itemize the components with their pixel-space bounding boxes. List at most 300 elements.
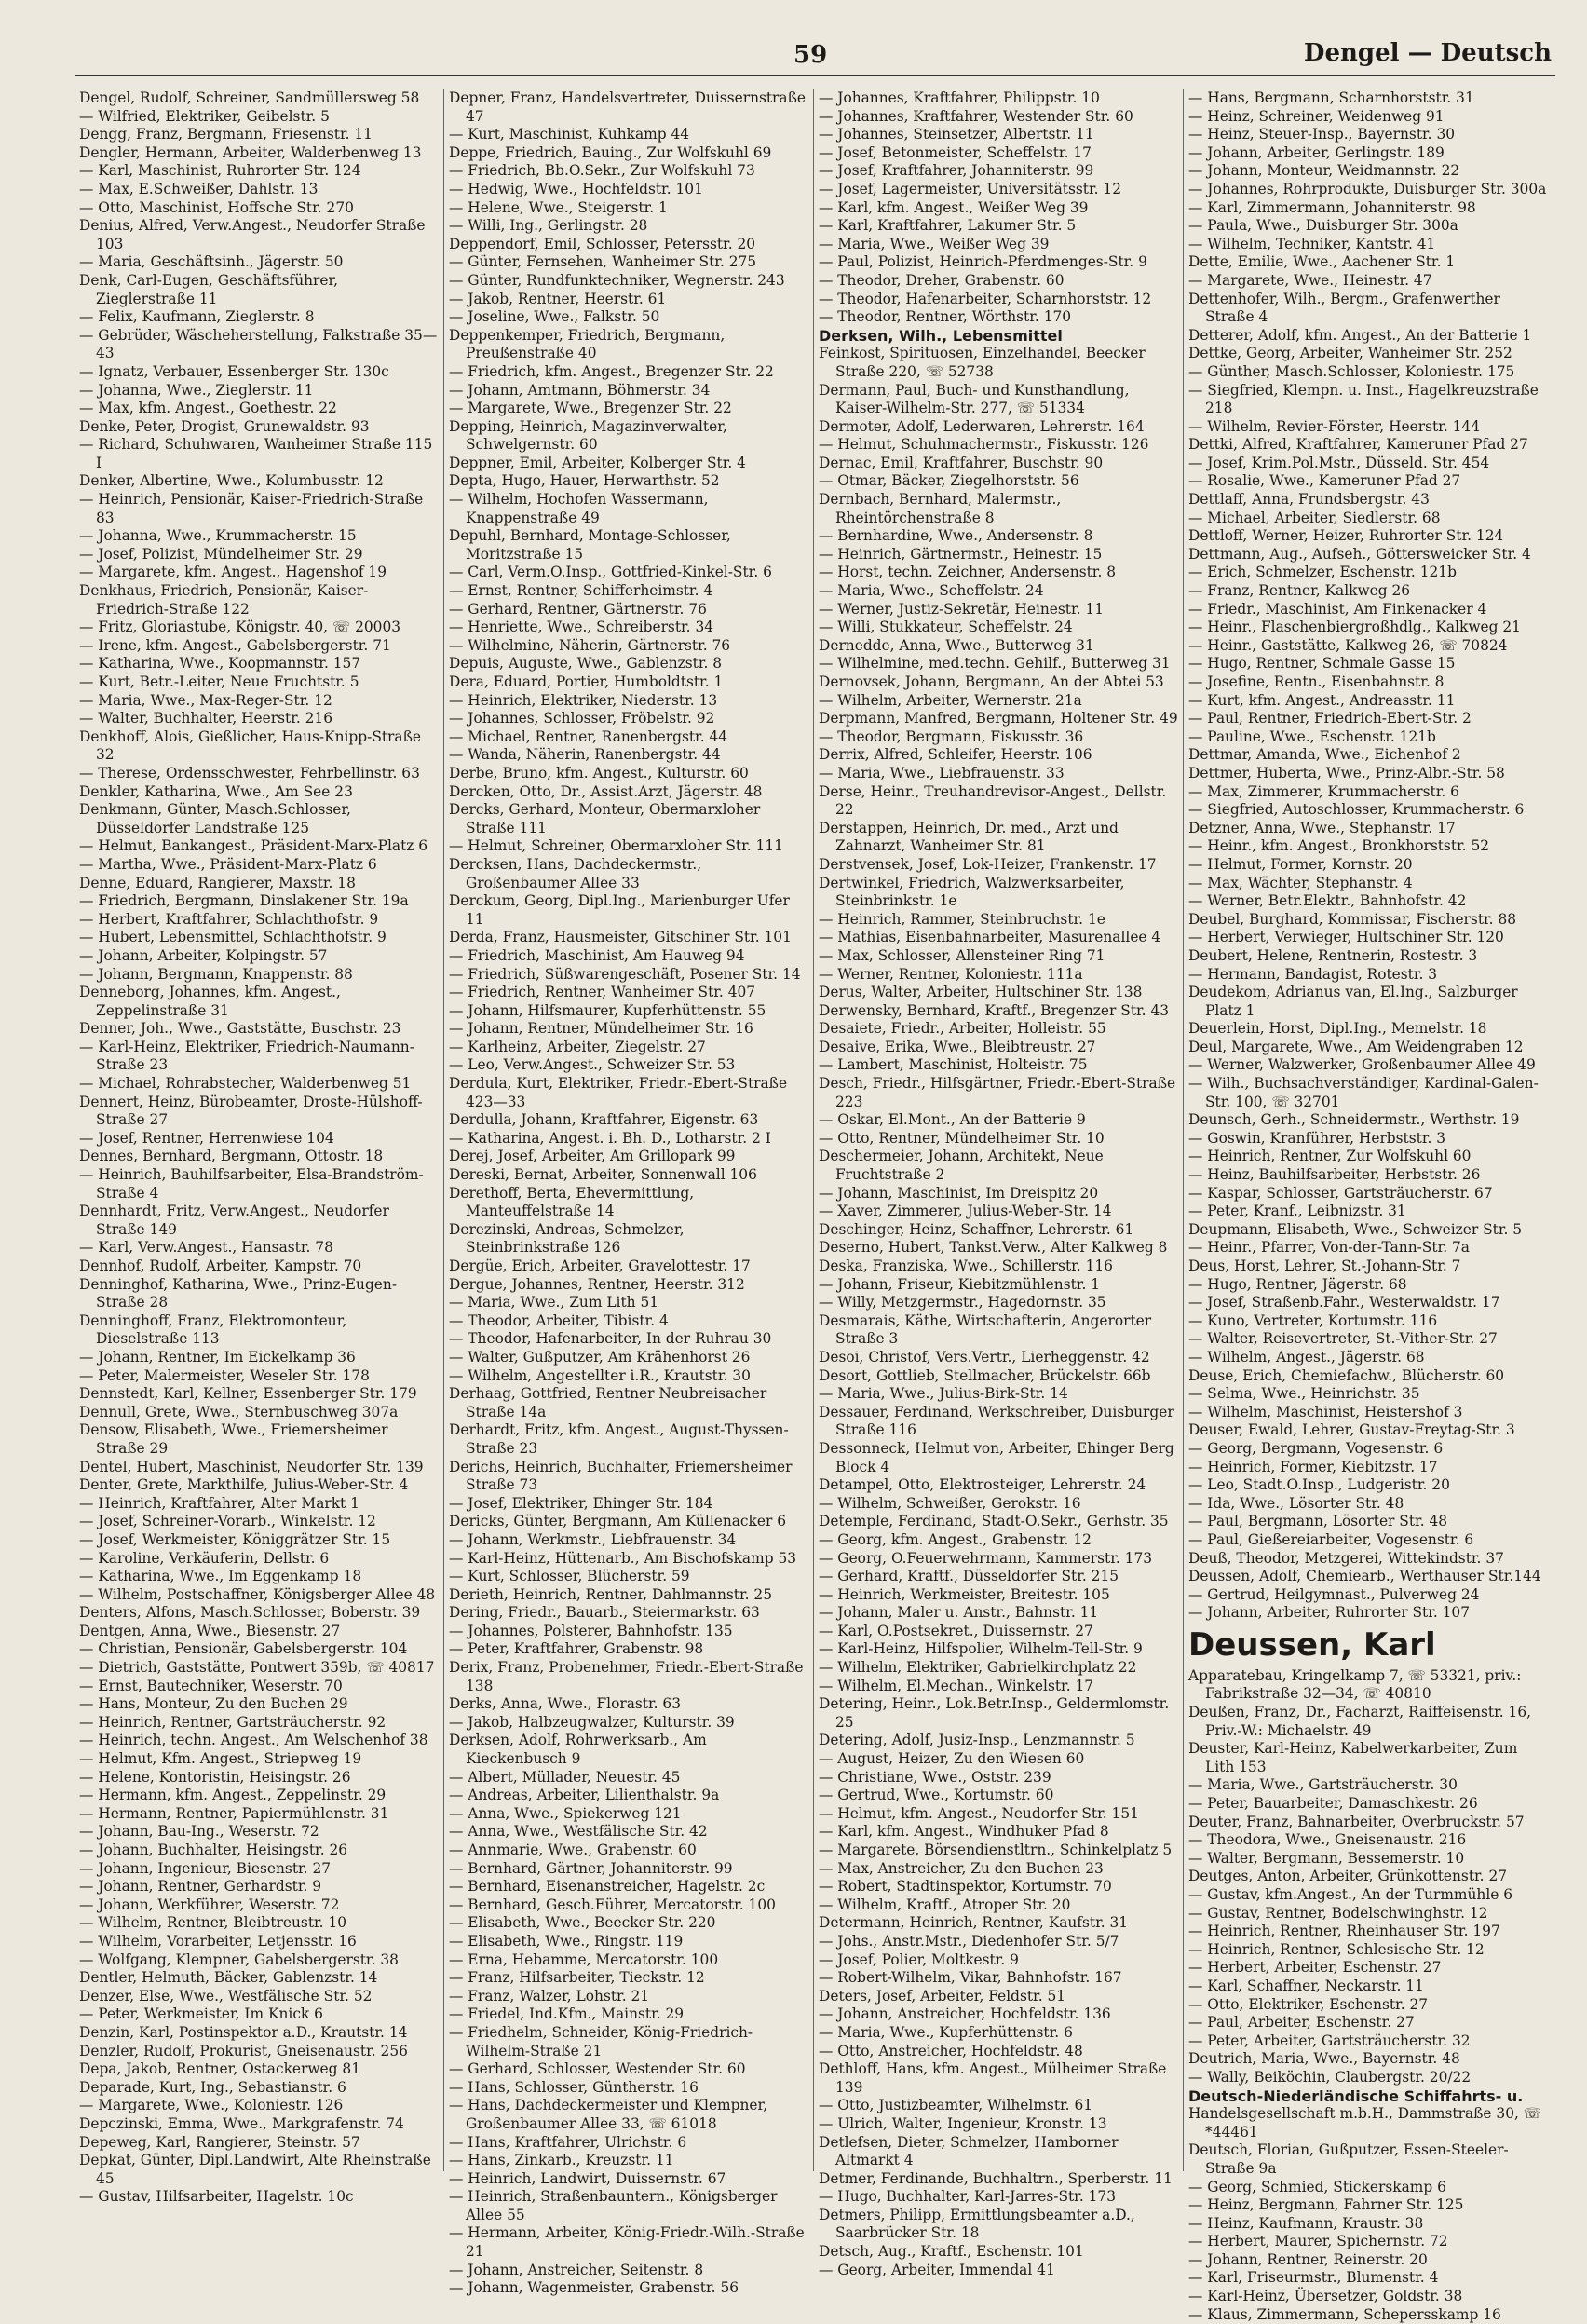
directory-entry: Detering, Adolf, Jusiz-Insp., Lenzmannstr. 5 xyxy=(819,1732,1135,1749)
directory-entry: — Otto, Elektriker, Eschenstr. 27 xyxy=(1188,1995,1429,2013)
directory-entry: — Johann, Werkmstr., Liebfrauenstr. 34 xyxy=(449,1530,737,1548)
directory-entry: — Wilhelm, Hochofen Wassermann, Knappenstraße 49 xyxy=(449,491,709,526)
directory-entry: Derhaag, Gottfried, Rentner Neubreisacher Straße 14a xyxy=(449,1385,767,1420)
directory-entry: Denkmann, Günter, Masch.Schlosser, Düsseldorfer Landstraße 125 xyxy=(79,801,351,836)
directory-entry: Densow, Elisabeth, Wwe., Friemersheimer Straße 29 xyxy=(79,1421,388,1457)
directory-entry: Denkhaus, Friedrich, Pensionär, Kaiser-Friedrich-Straße 122 xyxy=(79,582,369,618)
directory-entry: — Otto, Rentner, Mündelheimer Str. 10 xyxy=(819,1129,1105,1147)
directory-entry: Deppendorf, Emil, Schlosser, Petersstr. 20 xyxy=(449,235,756,252)
directory-entry: — Wolfgang, Klempner, Gabelsbergerstr. 38 xyxy=(79,1950,399,1968)
directory-entry: Derdulla, Johann, Kraftfahrer, Eigenstr. 63 xyxy=(449,1111,759,1129)
directory-entry: — Pauline, Wwe., Eschenstr. 121b xyxy=(1188,727,1436,745)
directory-entry: — Wilhelmine, Näherin, Gärtnerstr. 76 xyxy=(449,636,731,654)
directory-entry: — Heinrich, Pensionär, Kaiser-Friedrich-Straße 83 xyxy=(79,491,424,526)
directory-entry: Deuse, Erich, Chemiefachw., Blücherstr. 60 xyxy=(1188,1366,1505,1384)
directory-entry: Derichs, Heinrich, Buchhalter, Friemersheimer Straße 73 xyxy=(449,1458,793,1494)
directory-entry: Denne, Eduard, Rangierer, Maxstr. 18 xyxy=(79,874,356,891)
directory-entry: — Wilhelm, El.Mechan., Winkelstr. 17 xyxy=(819,1677,1094,1694)
directory-entry: Deparade, Kurt, Ing., Sebastianstr. 6 xyxy=(79,2078,346,2096)
directory-entry: — Katharina, Wwe., Koopmannstr. 157 xyxy=(79,655,361,673)
directory-entry: Dernac, Emil, Kraftfahrer, Buschstr. 90 xyxy=(819,454,1104,471)
directory-entry: Deudekom, Adrianus van, El.Ing., Salzburger Platz 1 xyxy=(1188,984,1518,1019)
directory-entry: — Josef, Kraftfahrer, Johanniterstr. 99 xyxy=(819,162,1094,180)
directory-entry: — Johann, Friseur, Kiebitzmühlenstr. 1 xyxy=(819,1275,1101,1293)
directory-entry: Dercksen, Hans, Dachdeckermstr., Großenbaumer Allee 33 xyxy=(449,855,702,891)
directory-entry: — Johann, Amtmann, Böhmerstr. 34 xyxy=(449,381,711,399)
directory-entry: Denke, Peter, Drogist, Grunewaldstr. 93 xyxy=(79,417,370,435)
directory-entry: Depczinski, Emma, Wwe., Markgrafenstr. 74 xyxy=(79,2114,404,2132)
directory-entry: — Christiane, Wwe., Oststr. 239 xyxy=(819,1768,1051,1786)
directory-entry: — Kuno, Vertreter, Kortumstr. 116 xyxy=(1188,1311,1438,1329)
directory-entry: — Willi, Stukkateur, Scheffelstr. 24 xyxy=(819,618,1073,636)
directory-entry: — Karl, Friseurmstr., Blumenstr. 4 xyxy=(1188,2269,1439,2287)
directory-heading: Derksen, Wilh., Lebensmittel xyxy=(819,326,1063,345)
directory-entry: Denk, Carl-Eugen, Geschäftsführer, Zieglerstraße 11 xyxy=(79,271,339,307)
directory-entry: Detmer, Ferdinande, Buchhaltrn., Sperberstr. 11 xyxy=(819,2169,1173,2187)
directory-entry: — Hugo, Buchhalter, Karl-Jarres-Str. 173 xyxy=(819,2188,1117,2206)
directory-entry: — Paul, Bergmann, Lösorter Str. 48 xyxy=(1188,1513,1448,1530)
column-3 xyxy=(814,89,1184,2278)
directory-entry: — Erna, Hebamme, Mercatorstr. 100 xyxy=(449,1950,719,1968)
directory-entry: — Jakob, Rentner, Heerstr. 61 xyxy=(449,290,667,307)
directory-entry: — Johann, Anstreicher, Seitenstr. 8 xyxy=(449,2261,704,2278)
directory-entry: — Friedhelm, Schneider, König-Friedrich-Wilhelm-Straße 21 xyxy=(449,2023,753,2059)
directory-entry: Dermoter, Adolf, Lederwaren, Lehrerstr. 164 xyxy=(819,417,1145,435)
directory-entry: Dettloff, Werner, Heizer, Ruhrorter Str. 124 xyxy=(1188,527,1504,545)
directory-entry: — Ignatz, Verbauer, Essenberger Str. 130c xyxy=(79,362,389,380)
directory-entry: Denneborg, Johannes, kfm. Angest., Zeppelinstraße 31 xyxy=(79,984,341,1019)
directory-entry: — Kaspar, Schlosser, Gartsträucherstr. 67 xyxy=(1188,1184,1493,1202)
directory-entry: — Siegfried, Autoschlosser, Krummacherstr. 6 xyxy=(1188,801,1525,819)
directory-entry: — Hans, Schlosser, Güntherstr. 16 xyxy=(449,2078,699,2096)
directory-entry: Dessauer, Ferdinand, Werkschreiber, Duisburger Straße 116 xyxy=(819,1403,1174,1439)
directory-entry: Dettmann, Aug., Aufseh., Göttersweicker Str. 4 xyxy=(1188,545,1531,563)
directory-entry: — Leo, Stadt.O.Insp., Ludgeristr. 20 xyxy=(1188,1476,1450,1494)
directory-entry: — Johann, Maschinist, Im Dreispitz 20 xyxy=(819,1184,1099,1202)
directory-entry: — Werner, Rentner, Koloniestr. 111a xyxy=(819,965,1083,983)
directory-entry: Deuerlein, Horst, Dipl.Ing., Memelstr. 18 xyxy=(1188,1020,1487,1038)
directory-entry: Dereski, Bernat, Arbeiter, Sonnenwall 106 xyxy=(449,1166,757,1184)
directory-entry: — August, Heizer, Zu den Wiesen 60 xyxy=(819,1750,1085,1768)
directory-entry: Depa, Jakob, Rentner, Ostackerweg 81 xyxy=(79,2060,360,2078)
directory-entry: — Wilhelm, Vorarbeiter, Letjensstr. 16 xyxy=(79,1932,357,1950)
directory-entry: — Gerhard, Rentner, Gärtnerstr. 76 xyxy=(449,600,707,618)
directory-entry: — Gustav, kfm.Angest., An der Turmmühle 6 xyxy=(1188,1886,1513,1903)
directory-entry: Depner, Franz, Handelsvertreter, Duissernstraße 47 xyxy=(449,89,806,125)
directory-entry: — Maria, Wwe., Zum Lith 51 xyxy=(449,1294,659,1311)
directory-entry: — Oskar, El.Mont., An der Batterie 9 xyxy=(819,1111,1086,1129)
directory-entry: Deppenkemper, Friedrich, Bergmann, Preußenstraße 40 xyxy=(449,326,726,362)
directory-entry: — Heinr., kfm. Angest., Bronkhorststr. 52 xyxy=(1188,837,1490,855)
directory-entry: Derdula, Kurt, Elektriker, Friedr.-Ebert-Straße 423—33 xyxy=(449,1075,788,1110)
directory-entry: — Peter, Kranf., Leibnizstr. 31 xyxy=(1188,1203,1406,1220)
directory-entry: — Felix, Kaufmann, Zieglerstr. 8 xyxy=(79,308,315,326)
directory-entry: Denkhoff, Alois, Gießlicher, Haus-Knipp-Straße 32 xyxy=(79,727,421,764)
directory-entry: — Theodora, Wwe., Gneisenaustr. 216 xyxy=(1188,1831,1467,1849)
directory-entry: — Georg, Arbeiter, Immendal 41 xyxy=(819,2261,1055,2278)
directory-entry: Dettlaff, Anna, Frundsbergstr. 43 xyxy=(1188,491,1430,509)
directory-entry: — Goswin, Kranführer, Herbststr. 3 xyxy=(1188,1129,1446,1147)
directory-entry: Dettmar, Amanda, Wwe., Eichenhof 2 xyxy=(1188,746,1461,764)
directory-entry: Dette, Emilie, Wwe., Aachener Str. 1 xyxy=(1188,253,1456,271)
directory-entry: — Heinrich, techn. Angest., Am Welschenhof 38 xyxy=(79,1732,428,1749)
directory-entry: — Karl-Heinz, Übersetzer, Goldstr. 38 xyxy=(1188,2288,1463,2305)
directory-entry: — Bernhard, Gesch.Führer, Mercatorstr. 100 xyxy=(449,1896,776,1913)
directory-entry: — Heinrich, Gärtnermstr., Heinestr. 15 xyxy=(819,545,1103,563)
directory-entry: — Friedrich, Süßwarengeschäft, Posener Str. 14 xyxy=(449,965,801,983)
directory-entry: Denters, Alfons, Masch.Schlosser, Boberstr. 39 xyxy=(79,1604,421,1622)
directory-entry: — Johann, Rentner, Im Eickelkamp 36 xyxy=(79,1348,356,1366)
directory-entry: — Hubert, Lebensmittel, Schlachthofstr. 9 xyxy=(79,929,387,946)
directory-entry: Derpmann, Manfred, Bergmann, Holtener Str. 49 xyxy=(819,710,1178,727)
directory-entry: Denker, Albertine, Wwe., Kolumbusstr. 12 xyxy=(79,472,384,490)
directory-entry: Dentgen, Anna, Wwe., Biesenstr. 27 xyxy=(79,1622,341,1639)
directory-entry: — Maria, Wwe., Max-Reger-Str. 12 xyxy=(79,691,332,709)
directory-entry: Dennull, Grete, Wwe., Sternbuschweg 307a xyxy=(79,1403,399,1420)
directory-entry: — Johannes, Kraftfahrer, Philippstr. 10 xyxy=(819,89,1100,106)
directory-entry: Denzer, Else, Wwe., Westfälische Str. 52 xyxy=(79,1987,373,2005)
directory-entry: Dennes, Bernhard, Bergmann, Ottostr. 18 xyxy=(79,1148,384,1165)
directory-entry: — Kurt, Schlosser, Blücherstr. 59 xyxy=(449,1568,690,1585)
directory-entry: — Michael, Arbeiter, Siedlerstr. 68 xyxy=(1188,509,1441,526)
page-number: 59 xyxy=(794,41,828,69)
directory-entry: — Heinrich, Werkmeister, Breitestr. 105 xyxy=(819,1585,1110,1603)
directory-entry: Derix, Franz, Probenehmer, Friedr.-Ebert-Straße 138 xyxy=(449,1659,804,1694)
directory-entry: Desoi, Christof, Vers.Vertr., Lierheggenstr. 42 xyxy=(819,1348,1150,1366)
directory-entry: Deppe, Friedrich, Bauing., Zur Wolfskuhl 69 xyxy=(449,143,772,161)
directory-entry: — Johann, Anstreicher, Hochfeldstr. 136 xyxy=(819,2005,1111,2023)
directory-entry: — Wilhelm, Angestellter i.R., Krautstr. 30 xyxy=(449,1366,751,1384)
directory-entry: Dergüe, Erich, Arbeiter, Gravelottestr. 17 xyxy=(449,1257,751,1274)
directory-entry: — Gustav, Hilfsarbeiter, Hagelstr. 10c xyxy=(79,2188,354,2206)
directory-entry: — Elisabeth, Wwe., Ringstr. 119 xyxy=(449,1932,684,1950)
directory-entry: — Heinz, Kaufmann, Kraustr. 38 xyxy=(1188,2214,1424,2232)
directory-entry: — Maria, Wwe., Scheffelstr. 24 xyxy=(819,582,1044,600)
directory-entry: — Johs., Anstr.Mstr., Diedenhofer Str. 5/7 xyxy=(819,1932,1119,1950)
directory-entry: — Max, Anstreicher, Zu den Buchen 23 xyxy=(819,1859,1104,1877)
directory-entry: — Helene, Kontoristin, Heisingstr. 26 xyxy=(79,1768,351,1786)
directory-entry: — Gertrud, Wwe., Kortumstr. 60 xyxy=(819,1787,1054,1804)
directory-entry: Desort, Gottlieb, Stellmacher, Brückelstr. 66b xyxy=(819,1366,1151,1384)
directory-entry: — Heinrich, Bauhilfsarbeiter, Elsa-Brandström-Straße 4 xyxy=(79,1166,424,1202)
directory-entry: — Josef, Krim.Pol.Mstr., Düsseld. Str. 454 xyxy=(1188,454,1490,471)
directory-entry: — Siegfried, Klempn. u. Inst., Hagelkreuzstraße 218 xyxy=(1188,381,1539,417)
directory-entry: — Kurt, Betr.-Leiter, Neue Fruchtstr. 5 xyxy=(79,673,359,690)
directory-entry: Feinkost, Spirituosen, Einzelhandel, Beecker Straße 220, ☏ 52738 xyxy=(819,345,1146,380)
directory-entry: Detzner, Anna, Wwe., Stephanstr. 17 xyxy=(1188,819,1456,836)
directory-entry: — Bernhard, Eisenanstreicher, Hagelstr. 2c xyxy=(449,1878,766,1896)
directory-entry: Dernovsek, Johann, Bergmann, An der Abtei 53 xyxy=(819,673,1164,690)
directory-entry: Deuter, Franz, Bahnarbeiter, Overbruckstr. 57 xyxy=(1188,1813,1525,1830)
directory-entry: — Heinz, Schreiner, Weidenweg 91 xyxy=(1188,107,1445,125)
directory-entry: — Lambert, Maschinist, Holteistr. 75 xyxy=(819,1056,1088,1074)
directory-entry: Dercks, Gerhard, Monteur, Obermarxloher Straße 111 xyxy=(449,801,761,836)
directory-entry: — Otto, Justizbeamter, Wilhelmstr. 61 xyxy=(819,2097,1093,2114)
directory-entry: — Maria, Wwe., Kupferhüttenstr. 6 xyxy=(819,2023,1073,2041)
directory-entry: — Hedwig, Wwe., Hochfeldstr. 101 xyxy=(449,180,703,197)
directory-entry: Deutsch, Florian, Gußputzer, Essen-Steeler-Straße 9a xyxy=(1188,2141,1509,2177)
directory-entry: Desmarais, Käthe, Wirtschafterin, Angerorter Straße 3 xyxy=(819,1311,1152,1348)
directory-entry: — Wilhelm, Arbeiter, Wernerstr. 21a xyxy=(819,691,1082,709)
directory-entry: Dericks, Günter, Bergmann, Am Küllenacker 6 xyxy=(449,1513,787,1530)
directory-entry: — Günter, Fernsehen, Wanheimer Str. 275 xyxy=(449,253,757,271)
directory-entry: — Hermann, Arbeiter, König-Friedr.-Wilh.-Straße 21 xyxy=(449,2224,805,2261)
directory-entry: — Johann, Ingenieur, Biesenstr. 27 xyxy=(79,1859,332,1877)
directory-entry: — Karl, Maschinist, Ruhrorter Str. 124 xyxy=(79,162,361,180)
directory-entry: — Josef, Werkmeister, Königgrätzer Str. 15 xyxy=(79,1530,391,1548)
directory-entry: — Heinrich, Former, Kiebitzstr. 17 xyxy=(1188,1458,1438,1475)
directory-entry: Derckum, Georg, Dipl.Ing., Marienburger Ufer 11 xyxy=(449,892,790,928)
directory-entry: — Hans, Kraftfahrer, Ulrichstr. 6 xyxy=(449,2133,687,2151)
directory-entry: — Josef, Lagermeister, Universitätsstr. 12 xyxy=(819,180,1121,197)
directory-entry: — Wilhelm, Elektriker, Gabrielkirchplatz 22 xyxy=(819,1659,1137,1677)
column-4 xyxy=(1184,89,1553,2323)
directory-entry: — Horst, techn. Zeichner, Andersenstr. 8 xyxy=(819,564,1117,581)
directory-entry: — Maria, Wwe., Gartsträucherstr. 30 xyxy=(1188,1776,1458,1794)
directory-entry: — Karl, Schaffner, Neckarstr. 11 xyxy=(1188,1977,1424,1994)
directory-entry: Derethoff, Berta, Ehevermittlung, Manteuffelstraße 14 xyxy=(449,1184,695,1220)
directory-entry: — Helmut, kfm. Angest., Neudorfer Str. 151 xyxy=(819,1804,1139,1822)
directory-entry: Deupmann, Elisabeth, Wwe., Schweizer Str. 5 xyxy=(1188,1220,1523,1238)
directory-entry: Dertwinkel, Friedrich, Walzwerksarbeiter, Steinbrinkstr. 1e xyxy=(819,874,1125,910)
directory-entry: Dering, Friedr., Bauarb., Steiermarkstr. 63 xyxy=(449,1604,760,1622)
directory-entry: Dengg, Franz, Bergmann, Friesenstr. 11 xyxy=(79,126,373,143)
directory-entry: — Karl-Heinz, Elektriker, Friedrich-Naumann-Straße 23 xyxy=(79,1038,414,1074)
directory-entry: — Max, Wächter, Stephanstr. 4 xyxy=(1188,874,1413,891)
directory-entry: — Georg, Bergmann, Vogesenstr. 6 xyxy=(1188,1439,1444,1457)
directory-entry: — Karl, Kraftfahrer, Lakumer Str. 5 xyxy=(819,217,1077,235)
directory-entry: — Josef, Elektriker, Ehinger Str. 184 xyxy=(449,1494,713,1512)
directory-entry: — Johannes, Schlosser, Fröbelstr. 92 xyxy=(449,710,715,727)
directory-entry: — Karoline, Verkäuferin, Dellstr. 6 xyxy=(79,1549,330,1567)
directory-entry: — Fritz, Gloriastube, Königstr. 40, ☏ 20003 xyxy=(79,618,401,636)
directory-entry: — Heinr., Pfarrer, Von-der-Tann-Str. 7a xyxy=(1188,1239,1470,1257)
directory-columns xyxy=(75,89,1555,2323)
directory-entry: — Margarete, Wwe., Bregenzer Str. 22 xyxy=(449,400,732,417)
directory-entry: Depuis, Auguste, Wwe., Gablenzstr. 8 xyxy=(449,655,723,673)
directory-entry: — Wilhelm, Techniker, Kantstr. 41 xyxy=(1188,235,1436,252)
directory-entry: — Josef, Straßenb.Fahr., Westerwaldstr. 17 xyxy=(1188,1294,1500,1311)
directory-entry: Handelsgesellschaft m.b.H., Dammstraße 30, ☏ *44461 xyxy=(1188,2105,1542,2141)
directory-entry: — Andreas, Arbeiter, Lilienthalstr. 9a xyxy=(449,1787,720,1804)
directory-entry: Deschermeier, Johann, Architekt, Neue Fruchtstraße 2 xyxy=(819,1148,1104,1184)
directory-entry: — Heinrich, Elektriker, Niederstr. 13 xyxy=(449,691,718,709)
directory-entry: Depta, Hugo, Hauer, Herwarthstr. 52 xyxy=(449,472,720,490)
directory-entry: — Theodor, Hafenarbeiter, In der Ruhrau 30 xyxy=(449,1330,772,1348)
directory-entry: Dennhardt, Fritz, Verw.Angest., Neudorfer Straße 149 xyxy=(79,1203,389,1238)
directory-entry: — Friedrich, kfm. Angest., Bregenzer Str. 22 xyxy=(449,362,774,380)
directory-entry: Derks, Anna, Wwe., Florastr. 63 xyxy=(449,1695,682,1713)
directory-entry: — Johannes, Kraftfahrer, Westender Str. 60 xyxy=(819,107,1133,125)
directory-entry: Derej, Josef, Arbeiter, Am Grillopark 99 xyxy=(449,1148,736,1165)
directory-entry: Derieth, Heinrich, Rentner, Dahlmannstr. 25 xyxy=(449,1585,773,1603)
directory-entry: — Günther, Masch.Schlosser, Koloniestr. 175 xyxy=(1188,362,1515,380)
column-1 xyxy=(75,89,444,2206)
directory-entry: Depeweg, Karl, Rangierer, Steinstr. 57 xyxy=(79,2133,360,2151)
directory-entry: — Johann, Arbeiter, Gerlingstr. 189 xyxy=(1188,143,1445,161)
directory-entry: — Peter, Kraftfahrer, Grabenstr. 98 xyxy=(449,1640,704,1658)
directory-entry: — Hans, Bergmann, Scharnhorststr. 31 xyxy=(1188,89,1474,106)
directory-entry: — Theodor, Hafenarbeiter, Scharnhorststr. 12 xyxy=(819,290,1152,307)
directory-entry: — Robert-Wilhelm, Vikar, Bahnhofstr. 167 xyxy=(819,1969,1122,1987)
directory-entry: — Josef, Schreiner-Vorarb., Winkelstr. 12 xyxy=(79,1513,376,1530)
directory-entry: — Rosalie, Wwe., Kameruner Pfad 27 xyxy=(1188,472,1461,490)
page-header xyxy=(0,35,1587,73)
directory-entry: — Hans, Zinkarb., Kreuzstr. 11 xyxy=(449,2152,674,2169)
directory-entry: — Werner, Betr.Elektr., Bahnhofstr. 42 xyxy=(1188,892,1467,910)
running-head: Dengel — Deutsch xyxy=(1303,39,1552,67)
directory-entry: — Irene, kfm. Angest., Gabelsbergerstr. 71 xyxy=(79,636,391,654)
directory-entry: — Friedrich, Maschinist, Am Hauweg 94 xyxy=(449,946,745,964)
directory-entry: — Ernst, Bautechniker, Weserstr. 70 xyxy=(79,1677,343,1694)
directory-entry: — Mathias, Eisenbahnarbeiter, Masurenallee 4 xyxy=(819,929,1161,946)
directory-entry: — Christian, Pensionär, Gabelsbergerstr. 104 xyxy=(79,1640,408,1658)
directory-entry: — Richard, Schuhwaren, Wanheimer Straße 115 I xyxy=(79,436,433,471)
directory-entry: — Paul, Rentner, Friedrich-Ebert-Str. 2 xyxy=(1188,710,1472,727)
directory-entry: — Elisabeth, Wwe., Beecker Str. 220 xyxy=(449,1914,716,1932)
directory-entry: Derstvensek, Josef, Lok-Heizer, Frankenstr. 17 xyxy=(819,855,1157,873)
directory-entry: — Walter, Reisevertreter, St.-Vither-Str. 27 xyxy=(1188,1330,1498,1348)
directory-entry: Dergue, Johannes, Rentner, Heerstr. 312 xyxy=(449,1275,745,1293)
directory-entry: Dethloff, Hans, kfm. Angest., Mülheimer Straße 139 xyxy=(819,2060,1167,2096)
directory-entry: — Paul, Polizist, Heinrich-Pferdmenges-Str. 9 xyxy=(819,253,1147,271)
header-rule xyxy=(75,75,1555,76)
directory-entry: — Helmut, Bankangest., Präsident-Marx-Platz 6 xyxy=(79,837,428,855)
directory-entry: — Hans, Dachdeckermeister und Klempner, Großenbaumer Allee 33, ☏ 61018 xyxy=(449,2097,768,2132)
directory-entry: — Wilhelm, Maschinist, Heistershof 3 xyxy=(1188,1403,1463,1420)
directory-entry: — Johann, Bau-Ing., Weserstr. 72 xyxy=(79,1823,319,1841)
directory-entry: — Maria, Wwe., Weißer Weg 39 xyxy=(819,235,1050,252)
directory-entry: Dermann, Paul, Buch- und Kunsthandlung, Kaiser-Wilhelm-Str. 277, ☏ 51334 xyxy=(819,381,1130,417)
directory-entry: — Peter, Malermeister, Weseler Str. 178 xyxy=(79,1366,370,1384)
directory-entry: — Hans, Monteur, Zu den Buchen 29 xyxy=(79,1695,348,1713)
directory-entry: — Maria, Wwe., Julius-Birk-Str. 14 xyxy=(819,1385,1068,1403)
directory-entry: — Wilh., Buchsachverständiger, Kardinal-Galen-Str. 100, ☏ 32701 xyxy=(1188,1075,1539,1110)
directory-entry: — Johanna, Wwe., Krummacherstr. 15 xyxy=(79,527,357,545)
directory-entry: — Otmar, Bäcker, Ziegelhorststr. 56 xyxy=(819,472,1079,490)
directory-entry: — Helmut, Former, Kornstr. 20 xyxy=(1188,855,1413,873)
directory-entry: — Walter, Gußputzer, Am Krähenhorst 26 xyxy=(449,1348,751,1366)
directory-entry: — Karl, kfm. Angest., Weißer Weg 39 xyxy=(819,198,1089,216)
directory-entry: — Johann, Hilfsmaurer, Kupferhüttenstr. 55 xyxy=(449,1001,766,1019)
directory-entry: — Wally, Beiköchin, Claubergstr. 20/22 xyxy=(1188,2068,1472,2086)
directory-entry: Denius, Alfred, Verw.Angest., Neudorfer Straße 103 xyxy=(79,217,426,252)
directory-entry: — Heinrich, Rammer, Steinbruchstr. 1e xyxy=(819,910,1105,928)
directory-entry: — Friedrich, Rentner, Wanheimer Str. 407 xyxy=(449,984,756,1001)
directory-entry: — Friedr., Maschinist, Am Finkenacker 4 xyxy=(1188,600,1487,618)
directory-entry: — Johann, Werkführer, Weserstr. 72 xyxy=(79,1896,340,1913)
directory-entry: — Hermann, Bandagist, Rotestr. 3 xyxy=(1188,965,1438,983)
directory-entry: — Herbert, Kraftfahrer, Schlachthofstr. 9 xyxy=(79,910,379,928)
directory-entry: — Joseline, Wwe., Falkstr. 50 xyxy=(449,308,660,326)
directory-heading: Deussen, Karl xyxy=(1188,1625,1436,1664)
directory-entry: — Helmut, Schuhmachermstr., Fiskusstr. 126 xyxy=(819,436,1149,454)
directory-entry: — Walter, Bergmann, Bessemerstr. 10 xyxy=(1188,1849,1465,1867)
directory-entry: Dennstedt, Karl, Kellner, Essenberger Str. 179 xyxy=(79,1385,417,1403)
directory-entry: — Bernhardine, Wwe., Andersenstr. 8 xyxy=(819,527,1093,545)
directory-entry: Deppner, Emil, Arbeiter, Kolberger Str. 4 xyxy=(449,454,746,471)
directory-entry: — Georg, kfm. Angest., Grabenstr. 12 xyxy=(819,1530,1092,1548)
directory-entry: Dettke, Georg, Arbeiter, Wanheimer Str. 252 xyxy=(1188,345,1512,362)
directory-entry: — Heinrich, Straßenbauntern., Königsberger Allee 55 xyxy=(449,2188,778,2223)
directory-entry: — Bernhard, Gärtner, Johanniterstr. 99 xyxy=(449,1859,733,1877)
directory-entry: — Günter, Rundfunktechniker, Wegnerstr. 243 xyxy=(449,271,785,289)
directory-entry: — Heinrich, Kraftfahrer, Alter Markt 1 xyxy=(79,1494,359,1512)
directory-entry: Deutrich, Maria, Wwe., Bayernstr. 48 xyxy=(1188,2050,1460,2068)
directory-entry: Dernbach, Bernhard, Malermstr., Rheintörchenstraße 8 xyxy=(819,491,1062,526)
directory-entry: — Margarete, Wwe., Koloniestr. 126 xyxy=(79,2097,344,2114)
directory-entry: — Heinr., Gaststätte, Kalkweg 26, ☏ 70824 xyxy=(1188,636,1508,654)
directory-entry: Detmers, Philipp, Ermittlungsbeamter a.D., Saarbrücker Str. 18 xyxy=(819,2206,1135,2242)
directory-entry: — Paul, Arbeiter, Eschenstr. 27 xyxy=(1188,2014,1415,2032)
directory-entry: — Henriette, Wwe., Schreiberstr. 34 xyxy=(449,618,714,636)
directory-entry: — Katharina, Wwe., Im Eggenkamp 18 xyxy=(79,1568,362,1585)
directory-entry: — Gustav, Rentner, Bodelschwinghstr. 12 xyxy=(1188,1904,1488,1922)
directory-entry: — Karl-Heinz, Hüttenarb., Am Bischofskamp 53 xyxy=(449,1549,797,1567)
directory-entry: Dettmer, Huberta, Wwe., Prinz-Albr.-Str. 58 xyxy=(1188,764,1505,781)
directory-entry: Denninghoff, Franz, Elektromonteur, Dieselstraße 113 xyxy=(79,1311,347,1348)
directory-entry: — Margarete, Börsendienstltrn., Schinkelplatz 5 xyxy=(819,1842,1173,1858)
directory-entry: Deussen, Adolf, Chemiearb., Werthauser Str.144 xyxy=(1188,1568,1541,1585)
directory-entry: Deußen, Franz, Dr., Facharzt, Raiffeisenstr. 16, Priv.-W.: Michaelstr. 49 xyxy=(1188,1704,1532,1739)
directory-entry: — Klaus, Zimmermann, Schepersskamp 16 xyxy=(1188,2305,1501,2323)
directory-entry: Deters, Josef, Arbeiter, Feldstr. 51 xyxy=(819,1987,1066,2005)
directory-entry: — Karl, Zimmermann, Johanniterstr. 98 xyxy=(1188,198,1476,216)
directory-entry: — Wilhelmine, med.techn. Gehilf., Butterweg 31 xyxy=(819,655,1171,673)
directory-entry: — Franz, Hilfsarbeiter, Tieckstr. 12 xyxy=(449,1969,705,1987)
directory-entry: Denzler, Rudolf, Prokurist, Gneisenaustr. 256 xyxy=(79,2042,408,2059)
directory-entry: Desch, Friedr., Hilfsgärtner, Friedr.-Ebert-Straße 223 xyxy=(819,1075,1176,1110)
directory-entry: Depuhl, Bernhard, Montage-Schlosser, Moritzstraße 15 xyxy=(449,527,731,563)
directory-entry: Deul, Margarete, Wwe., Am Weidengraben 12 xyxy=(1188,1038,1524,1055)
directory-entry: — Heinz, Bauhilfsarbeiter, Herbststr. 26 xyxy=(1188,1166,1481,1184)
directory-entry: — Johann, Arbeiter, Ruhrorter Str. 107 xyxy=(1188,1604,1471,1622)
directory-entry: — Helene, Wwe., Steigerstr. 1 xyxy=(449,198,668,216)
directory-entry: — Wilhelm, Postschaffner, Königsberger Allee 48 xyxy=(79,1585,436,1603)
directory-entry: — Karl, kfm. Angest., Windhuker Pfad 8 xyxy=(819,1823,1109,1841)
directory-entry: — Heinrich, Rentner, Rheinhauser Str. 197 xyxy=(1188,1923,1500,1940)
directory-entry: — Carl, Verm.O.Insp., Gottfried-Kinkel-Str. 6 xyxy=(449,564,772,581)
directory-entry: — Ulrich, Walter, Ingenieur, Kronstr. 13 xyxy=(819,2114,1107,2132)
directory-entry: — Michael, Rohrabstecher, Walderbenweg 51 xyxy=(79,1075,412,1093)
directory-entry: Deuser, Ewald, Lehrer, Gustav-Freytag-Str. 3 xyxy=(1188,1421,1515,1439)
directory-entry: Dernedde, Anna, Wwe., Butterweg 31 xyxy=(819,636,1094,654)
directory-entry: Derrix, Alfred, Schleifer, Heerstr. 106 xyxy=(819,746,1092,764)
directory-entry: — Max, E.Schweißer, Dahlstr. 13 xyxy=(79,180,319,197)
directory-entry: — Johann, Rentner, Mündelheimer Str. 16 xyxy=(449,1020,753,1038)
directory-entry: — Erich, Schmelzer, Eschenstr. 121b xyxy=(1188,564,1457,581)
directory-entry: — Gertrud, Heilgymnast., Pulverweg 24 xyxy=(1188,1585,1480,1603)
directory-entry: — Herbert, Arbeiter, Eschenstr. 27 xyxy=(1188,1959,1442,1977)
directory-entry: Apparatebau, Kringelkamp 7, ☏ 53321, priv.: Fabrikstraße 32—34, ☏ 40810 xyxy=(1188,1666,1522,1703)
directory-entry: — Ernst, Rentner, Schifferheimstr. 4 xyxy=(449,582,713,600)
directory-entry: — Theodor, Rentner, Wörthstr. 170 xyxy=(819,308,1072,326)
directory-entry: — Karl, Verw.Angest., Hansastr. 78 xyxy=(79,1239,333,1257)
directory-entry: Detering, Heinr., Lok.Betr.Insp., Geldermlomstr. 25 xyxy=(819,1695,1170,1731)
directory-entry: — Robert, Stadtinspektor, Kortumstr. 70 xyxy=(819,1878,1112,1896)
directory-entry: Dentler, Helmuth, Bäcker, Gablenzstr. 14 xyxy=(79,1969,378,1987)
directory-entry: — Kurt, Maschinist, Kuhkamp 44 xyxy=(449,126,690,143)
directory-entry: — Johannes, Rohrprodukte, Duisburger Str. 300a xyxy=(1188,180,1547,197)
directory-entry: — Hermann, kfm. Angest., Zeppelinstr. 29 xyxy=(79,1787,387,1804)
directory-entry: — Georg, O.Feuerwehrmann, Kammerstr. 173 xyxy=(819,1549,1153,1567)
directory-entry: Deus, Horst, Lehrer, St.-Johann-Str. 7 xyxy=(1188,1257,1461,1274)
directory-entry: — Wilhelm, Rentner, Bleibtreustr. 10 xyxy=(79,1914,347,1932)
directory-entry: — Hugo, Rentner, Schmale Gasse 15 xyxy=(1188,655,1456,673)
directory-entry: — Albert, Müllader, Neuestr. 45 xyxy=(449,1768,681,1786)
directory-entry: — Karlheinz, Arbeiter, Ziegelstr. 27 xyxy=(449,1038,706,1055)
directory-entry: — Johann, Monteur, Weidmannstr. 22 xyxy=(1188,162,1460,180)
